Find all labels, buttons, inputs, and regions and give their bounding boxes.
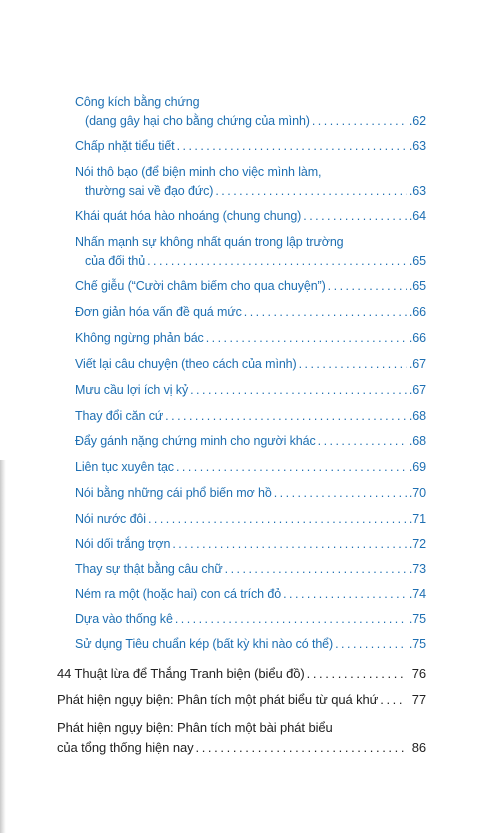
- dot-leader: [307, 664, 406, 683]
- toc-entry-title: của đối thủ: [85, 254, 146, 268]
- toc-entry-title: 44 Thuật lừa để Thắng Tranh biện (biểu đồ): [57, 666, 305, 681]
- toc-page-number: .67: [408, 383, 426, 397]
- toc-page-number: .75: [408, 637, 426, 651]
- toc-page-number: .72: [408, 537, 426, 551]
- toc-entry-title: Nói thô bạo (để biện minh cho việc mình làm,: [75, 165, 322, 179]
- toc-entry-title: Thay sự thật bằng câu chữ: [75, 562, 223, 576]
- toc-page-number: 86: [411, 740, 426, 755]
- toc-entry-title: Đơn giản hóa vấn đề quá mức: [75, 305, 242, 319]
- dot-leader: [176, 458, 407, 477]
- dot-leader: [312, 112, 407, 131]
- dot-leader: [215, 182, 407, 201]
- dot-leader: [206, 329, 407, 348]
- toc-page-number: .71: [408, 512, 426, 526]
- toc-entry-title: Chấp nhặt tiểu tiết: [75, 139, 175, 153]
- toc-page-number: 77: [411, 692, 426, 707]
- toc-page-number: .67: [408, 357, 426, 371]
- dot-leader: [274, 484, 407, 503]
- dot-leader: [244, 303, 407, 322]
- toc-page-number: .68: [408, 434, 426, 448]
- toc-page-number: .63: [408, 184, 426, 198]
- toc-page-number: .68: [408, 409, 426, 423]
- toc-entry-title: Nói dối trắng trợn: [75, 537, 171, 551]
- dot-leader: [165, 407, 407, 426]
- toc-page-number: .66: [408, 305, 426, 319]
- dot-leader: [283, 585, 407, 604]
- toc-entry-title: Liên tục xuyên tạc: [75, 460, 174, 474]
- toc-entry-title: Viết lại câu chuyện (theo cách của mình): [75, 357, 297, 371]
- toc-entry-title: Sử dụng Tiêu chuẩn kép (bất kỳ khi nào có thể): [75, 637, 334, 651]
- toc-entry-title: Khái quát hóa hào nhoáng (chung chung): [75, 209, 302, 223]
- dot-leader: [299, 355, 407, 374]
- dot-leader: [177, 137, 407, 156]
- toc-page-number: .64: [408, 209, 426, 223]
- dot-leader: [318, 432, 407, 451]
- toc-page-number: .73: [408, 562, 426, 576]
- toc-entry-title: Nhấn mạnh sự không nhất quán trong lập trường: [75, 235, 344, 249]
- toc-page-number: .65: [408, 254, 426, 268]
- dot-leader: [380, 690, 406, 709]
- dot-leader: [148, 510, 407, 529]
- toc-page-number: .70: [408, 486, 426, 500]
- toc-entry-title: Dựa vào thống kê: [75, 612, 173, 626]
- toc-entry-title: thường sai về đạo đức): [85, 184, 214, 198]
- dot-leader: [195, 738, 406, 757]
- toc-entry-title: Mưu cầu lợi ích vị kỷ: [75, 383, 189, 397]
- toc-entry-title: Phát hiện ngụy biện: Phân tích một bài phát biểu: [57, 720, 333, 735]
- toc-page-number: .65: [408, 279, 426, 293]
- toc-entry-title: của tổng thống hiện nay: [57, 740, 194, 755]
- toc-entry-title: Phát hiện ngụy biện: Phân tích một phát biểu từ quá khứ: [57, 692, 379, 707]
- dot-leader: [225, 560, 407, 579]
- dot-leader: [172, 535, 407, 554]
- dot-leader: [175, 610, 407, 629]
- toc-entry-title: Thay đổi căn cứ: [75, 409, 164, 423]
- toc-entry-title: Không ngừng phản bác: [75, 331, 204, 345]
- toc-entry-title: Đẩy gánh nặng chứng minh cho người khác: [75, 434, 316, 448]
- dot-leader: [190, 381, 407, 400]
- dot-leader: [328, 277, 407, 296]
- toc-page-number: .63: [408, 139, 426, 153]
- toc-page-number: .66: [408, 331, 426, 345]
- page-spine-shadow: [0, 460, 6, 833]
- toc-page-number: .62: [408, 114, 426, 128]
- dot-leader: [335, 635, 407, 654]
- toc-page-number: .74: [408, 587, 426, 601]
- toc-page-number: .69: [408, 460, 426, 474]
- dot-leader: [147, 252, 407, 271]
- toc-entry-title: Chế giễu (“Cười châm biếm cho qua chuyện”): [75, 279, 326, 293]
- toc-entry-title: Nói bằng những cái phổ biến mơ hồ: [75, 486, 272, 500]
- toc-entry-title: Nói nước đôi: [75, 512, 146, 526]
- toc-entry-title: Công kích bằng chứng: [75, 95, 200, 109]
- toc-page-number: 76: [411, 666, 426, 681]
- toc-entry-title: Ném ra một (hoặc hai) con cá trích đỏ: [75, 587, 282, 601]
- toc-entry-title: (dang gây hại cho bằng chứng của mình): [85, 114, 310, 128]
- dot-leader: [303, 207, 407, 226]
- toc-page-number: .75: [408, 612, 426, 626]
